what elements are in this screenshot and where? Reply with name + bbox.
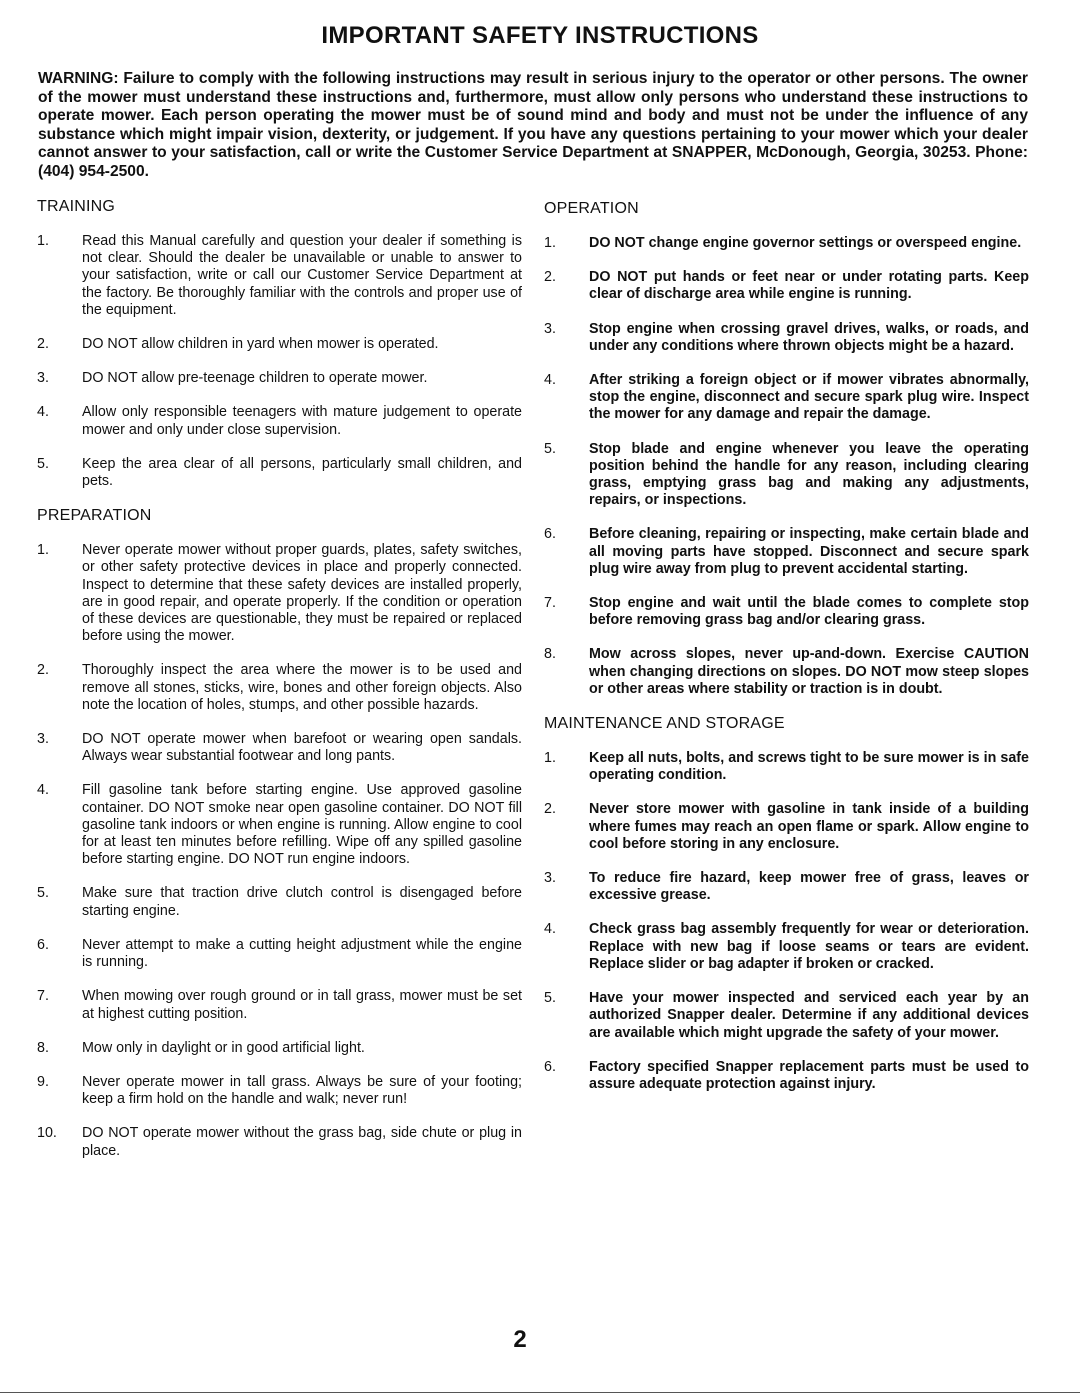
list-item — [544, 372, 1029, 424]
item-text: Fill gasoline tank before starting engine. Use approved gasoline container. DO NOT smoke near open gasoline container. DO NOT fill gasoline tank indoors or when engine is running. Allow engine to cool for at least ten minutes before refilling. Wipe off any spilled gasoline before starting engine. DO NOT run engine indoors. — [82, 782, 522, 868]
list-item — [544, 269, 1029, 303]
list-item — [37, 1074, 522, 1108]
item-text: DO NOT put hands or feet near or under rotating parts. Keep clear of discharge area while engine is running. — [589, 269, 1029, 303]
item-text: Never attempt to make a cutting height adjustment while the engine is running. — [82, 936, 522, 971]
item-number: 10. — [37, 1125, 57, 1142]
item-number: 1. — [37, 542, 49, 559]
item-number: 4. — [37, 404, 49, 421]
item-text: To reduce fire hazard, keep mower free of grass, leaves or excessive grease. — [589, 870, 1029, 904]
list-item — [37, 456, 522, 490]
operation-list — [544, 235, 1029, 698]
item-text: Stop engine and wait until the blade comes to complete stop before removing grass bag and/or clearing grass. — [589, 595, 1029, 629]
item-text: Never operate mower without proper guards, plates, safety switches, or other safety protective devices in place and properly connected. Inspect to determine that these safety devices are installed properly, are in good repair, and operate properly. If the condition or operation of these devices are questionable, they must be repaired or replaced before using the mower. — [82, 542, 522, 645]
list-item — [544, 235, 1029, 252]
item-text: DO NOT change engine governor settings or overspeed engine. — [589, 235, 1022, 251]
list-item — [37, 1040, 522, 1057]
item-number: 1. — [544, 750, 556, 767]
item-text: Thoroughly inspect the area where the mower is to be used and remove all stones, sticks, wire, bones and other foreign objects. Also note the location of holes, stumps, and other possible hazards. — [82, 662, 522, 713]
item-number: 7. — [37, 988, 49, 1005]
training-heading: TRAINING — [37, 198, 116, 215]
item-text: Check grass bag assembly frequently for wear or deterioration. Replace with new bag if loose seams or tears are evident. Replace slider or bag adapter if broken or cracked. — [589, 921, 1029, 972]
warning-paragraph: WARNING: Failure to comply with the following instructions may result in serious injury to the operator or other persons. The owner of the mower must understand these instructions and, furthermore, must allow only persons who understand these instructions to operate mower. Each person operating the mower must be of sound mind and body and must not be under the influence of any substance which might impair vision, dexterity, or judgement. If you have any questions pertaining to your mower which your dealer cannot answer to your satisfaction, call or write the Customer Service Department at SNAPPER, McDonough, Georgia, 30253. Phone: (404) 954-2500. — [38, 70, 1028, 180]
item-number: 5. — [37, 885, 49, 902]
maintenance-heading: MAINTENANCE AND STORAGE — [544, 715, 785, 733]
item-number: 9. — [37, 1073, 49, 1090]
page-number: 2 — [513, 1326, 527, 1353]
item-text: After striking a foreign object or if mower vibrates abnormally, stop the engine, disconnect and secure spark plug wire. Inspect the mower for any damage and repair the damage. — [589, 372, 1029, 423]
item-number: 3. — [544, 320, 556, 337]
item-text: Before cleaning, repairing or inspecting, make certain blade and all moving parts have stopped. Disconnect and secure spark plug wire away from plug to prevent accidental starting. — [589, 526, 1029, 577]
left-column — [37, 198, 522, 1177]
item-text: Stop engine when crossing gravel drives, walks, or roads, and under any conditions where thrown objects might be a hazard. — [589, 320, 1029, 354]
item-number: 3. — [37, 370, 49, 387]
list-item — [37, 885, 522, 919]
item-number: 4. — [544, 921, 556, 938]
item-text: Allow only responsible teenagers with mature judgement to operate mower and only under close supervision. — [82, 404, 522, 438]
list-item — [37, 988, 522, 1022]
item-number: 2. — [544, 269, 556, 286]
list-item — [37, 937, 522, 971]
item-text: DO NOT allow pre-teenage children to operate mower. — [82, 370, 428, 387]
list-item — [37, 1125, 522, 1159]
item-text: Mow across slopes, never up-and-down. Exercise CAUTION when changing directions on slopes. DO NOT mow steep slopes or other areas where stability or traction is in doubt. — [589, 646, 1029, 697]
item-text: Make sure that traction drive clutch control is disengaged before starting engine. — [82, 885, 522, 919]
item-number: 6. — [544, 1058, 556, 1075]
item-text: Mow only in daylight or in good artificial light. — [82, 1039, 365, 1056]
list-item — [544, 921, 1029, 973]
item-text: DO NOT operate mower without the grass bag, side chute or plug in place. — [82, 1125, 522, 1159]
list-item — [544, 801, 1029, 853]
item-number: 2. — [37, 662, 49, 679]
list-item — [544, 526, 1029, 578]
item-number: 4. — [544, 372, 556, 389]
list-item — [544, 441, 1029, 510]
list-item — [544, 595, 1029, 629]
item-number: 8. — [37, 1039, 49, 1056]
item-text: Never store mower with gasoline in tank inside of a building where fumes may reach an open flame or spark. Allow engine to cool before storing in any enclosure. — [589, 801, 1029, 852]
item-number: 2. — [544, 801, 556, 818]
item-text: Read this Manual carefully and question your dealer if something is not clear. Should the dealer be unavailable or unable to answer to your satisfaction, write or call our Customer Service Department at the factory. Be thoroughly familiar with the controls and proper use of the equipment. — [82, 233, 522, 318]
list-item — [544, 750, 1029, 784]
list-item — [544, 1059, 1029, 1093]
list-item — [37, 662, 522, 714]
list-item — [544, 321, 1029, 355]
training-section — [37, 198, 522, 490]
item-text: Never operate mower in tall grass. Always be sure of your footing; keep a firm hold on the handle and walk; never run! — [82, 1073, 522, 1108]
preparation-section — [37, 507, 522, 1159]
preparation-list — [37, 542, 522, 1159]
item-text: Keep all nuts, bolts, and screws tight to be sure mower is in safe operating condition. — [589, 750, 1029, 784]
item-text: Keep the area clear of all persons, particularly small children, and pets. — [82, 455, 522, 490]
item-number: 7. — [544, 595, 556, 612]
list-item — [37, 370, 522, 387]
list-item — [544, 646, 1029, 698]
item-number: 5. — [544, 440, 556, 457]
operation-section — [544, 200, 1029, 698]
page-title: IMPORTANT SAFETY INSTRUCTIONS — [321, 22, 759, 49]
item-text: DO NOT operate mower when barefoot or wearing open sandals. Always wear substantial footwear and long pants. — [82, 731, 522, 765]
right-column — [544, 200, 1029, 1110]
item-text: DO NOT allow children in yard when mower is operated. — [82, 336, 439, 353]
operation-heading: OPERATION — [544, 200, 639, 217]
item-number: 3. — [544, 870, 556, 887]
list-item — [544, 990, 1029, 1042]
item-text: Factory specified Snapper replacement parts must be used to assure adequate protection against injury. — [589, 1058, 1029, 1092]
list-item — [544, 870, 1029, 904]
preparation-heading: PREPARATION — [37, 507, 152, 525]
item-text: Have your mower inspected and serviced each year by an authorized Snapper dealer. Determine if any additional devices are available which might upgrade the safety of your mower. — [589, 990, 1029, 1041]
bottom-rule — [0, 1392, 1080, 1393]
item-number: 6. — [37, 936, 49, 953]
item-text: Stop blade and engine whenever you leave the operating position behind the handle for any reason, including clearing grass, emptying grass bag and making any adjustments, repairs, or inspections. — [589, 440, 1029, 509]
item-number: 4. — [37, 782, 49, 799]
list-item — [37, 233, 522, 319]
item-number: 3. — [37, 731, 49, 748]
maintenance-section — [544, 715, 1029, 1093]
training-list — [37, 233, 522, 490]
item-number: 8. — [544, 646, 556, 663]
item-number: 5. — [544, 990, 556, 1007]
maintenance-list — [544, 750, 1029, 1093]
item-number: 6. — [544, 526, 556, 543]
list-item — [37, 404, 522, 438]
item-number: 2. — [37, 336, 49, 353]
item-number: 1. — [37, 233, 49, 249]
list-item — [37, 542, 522, 645]
item-number: 5. — [37, 455, 49, 472]
item-text: When mowing over rough ground or in tall grass, mower must be set at highest cutting position. — [82, 988, 522, 1022]
item-number: 1. — [544, 235, 556, 251]
list-item — [37, 336, 522, 353]
list-item — [37, 731, 522, 765]
list-item — [37, 782, 522, 868]
